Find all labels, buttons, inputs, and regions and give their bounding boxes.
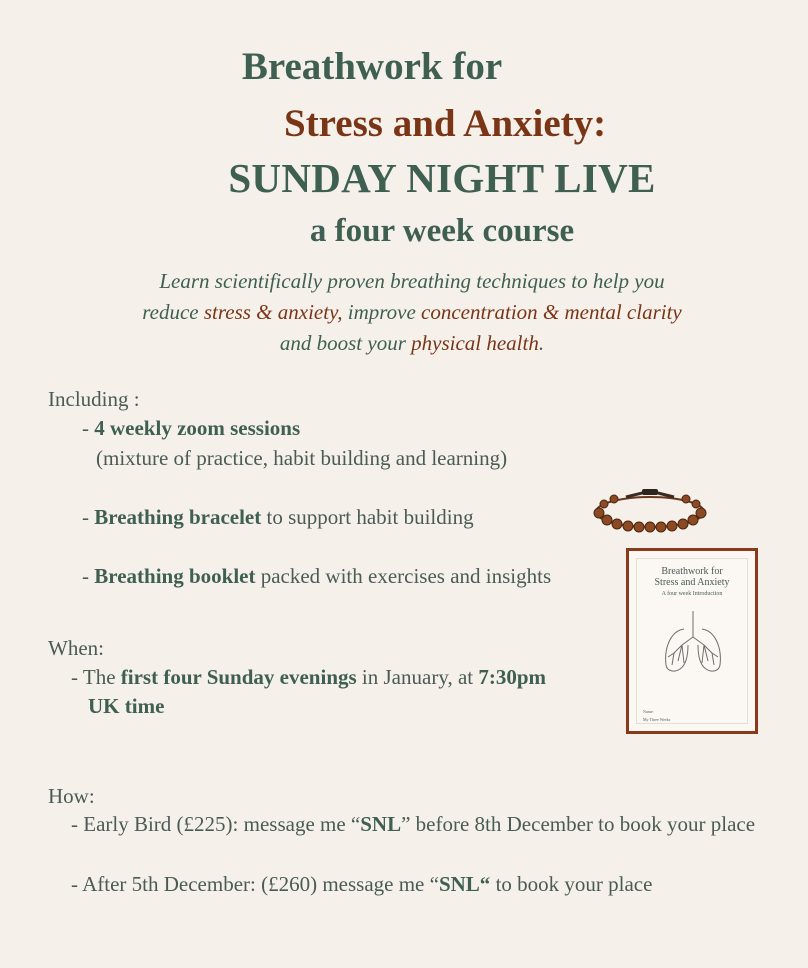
when-line-1 [71, 665, 546, 689]
when-bold-timezone: UK time [88, 694, 165, 718]
how-standard-code: SNL“ [438, 872, 491, 896]
including-item-zoom-detail: (mixture of practice, habit building and learning) [96, 446, 508, 470]
booklet-cover-image [626, 548, 758, 734]
how-early-prefix: - Early Bird (£225): message me “ [71, 812, 361, 836]
intro-line-3 [8, 328, 808, 359]
intro-highlight-stress: stress & anxiety, [203, 300, 343, 324]
when-line-2 [88, 694, 164, 718]
page-title-line-3: SUNDAY NIGHT LIVE [228, 155, 656, 201]
booklet-subtitle: A four week Introduction [661, 591, 723, 597]
intro-line-3-suffix: . [538, 331, 545, 355]
how-early-suffix: ” before 8th December to book your place [401, 812, 756, 836]
when-heading: When: [48, 636, 104, 660]
page-subtitle: a four week course [309, 213, 575, 249]
booklet-footer-label: My Three Weeks [643, 717, 671, 722]
item-bold-booklet: Breathing booklet [94, 564, 256, 588]
page-title-line-1: Breathwork for [241, 45, 503, 88]
how-standard-suffix: to book your place [490, 872, 653, 896]
item-bullet: - [82, 564, 95, 588]
booklet-title-line-1: Breathwork for [661, 566, 723, 577]
item-rest-bracelet: to support habit building [261, 505, 474, 529]
page-title-line-2: Stress and Anxiety: [284, 102, 607, 145]
including-item-zoom [82, 416, 300, 440]
intro-line-1: Learn scientifically proven breathing techniques to help you [159, 269, 665, 293]
intro-line-2-mid: improve [342, 300, 422, 324]
how-early-bird [71, 812, 755, 836]
when-prefix: - The [71, 665, 121, 689]
including-heading: Including : [48, 387, 140, 411]
item-bold-bracelet: Breathing bracelet [94, 505, 262, 529]
how-standard-prefix: - After 5th December: (£260) message me “ [71, 872, 439, 896]
item-bullet: - [82, 505, 95, 529]
how-standard [71, 872, 652, 896]
intro-line-2 [8, 297, 808, 328]
intro-highlight-concentration: concentration & mental clarity [421, 300, 682, 324]
item-bullet: - [82, 416, 95, 440]
booklet-name-label: Name: [643, 709, 654, 714]
when-mid: in January, at [356, 665, 479, 689]
intro-line-2-prefix: reduce [142, 300, 204, 324]
how-heading: How: [48, 784, 95, 808]
intro-highlight-health: physical health [411, 331, 539, 355]
bracelet-image [590, 484, 710, 536]
when-bold-time: 7:30pm [478, 665, 547, 689]
including-item-booklet [82, 564, 551, 588]
item-rest-booklet: packed with exercises and insights [255, 564, 552, 588]
lungs-icon [656, 607, 730, 681]
when-bold-days: first four Sunday evenings [120, 665, 357, 689]
including-item-bracelet [82, 505, 474, 529]
intro-line-3-prefix: and boost your [279, 331, 412, 355]
booklet-title-line-2: Stress and Anxiety [654, 577, 730, 588]
item-bold-zoom: 4 weekly zoom sessions [94, 416, 301, 440]
how-early-code: SNL [360, 812, 402, 836]
